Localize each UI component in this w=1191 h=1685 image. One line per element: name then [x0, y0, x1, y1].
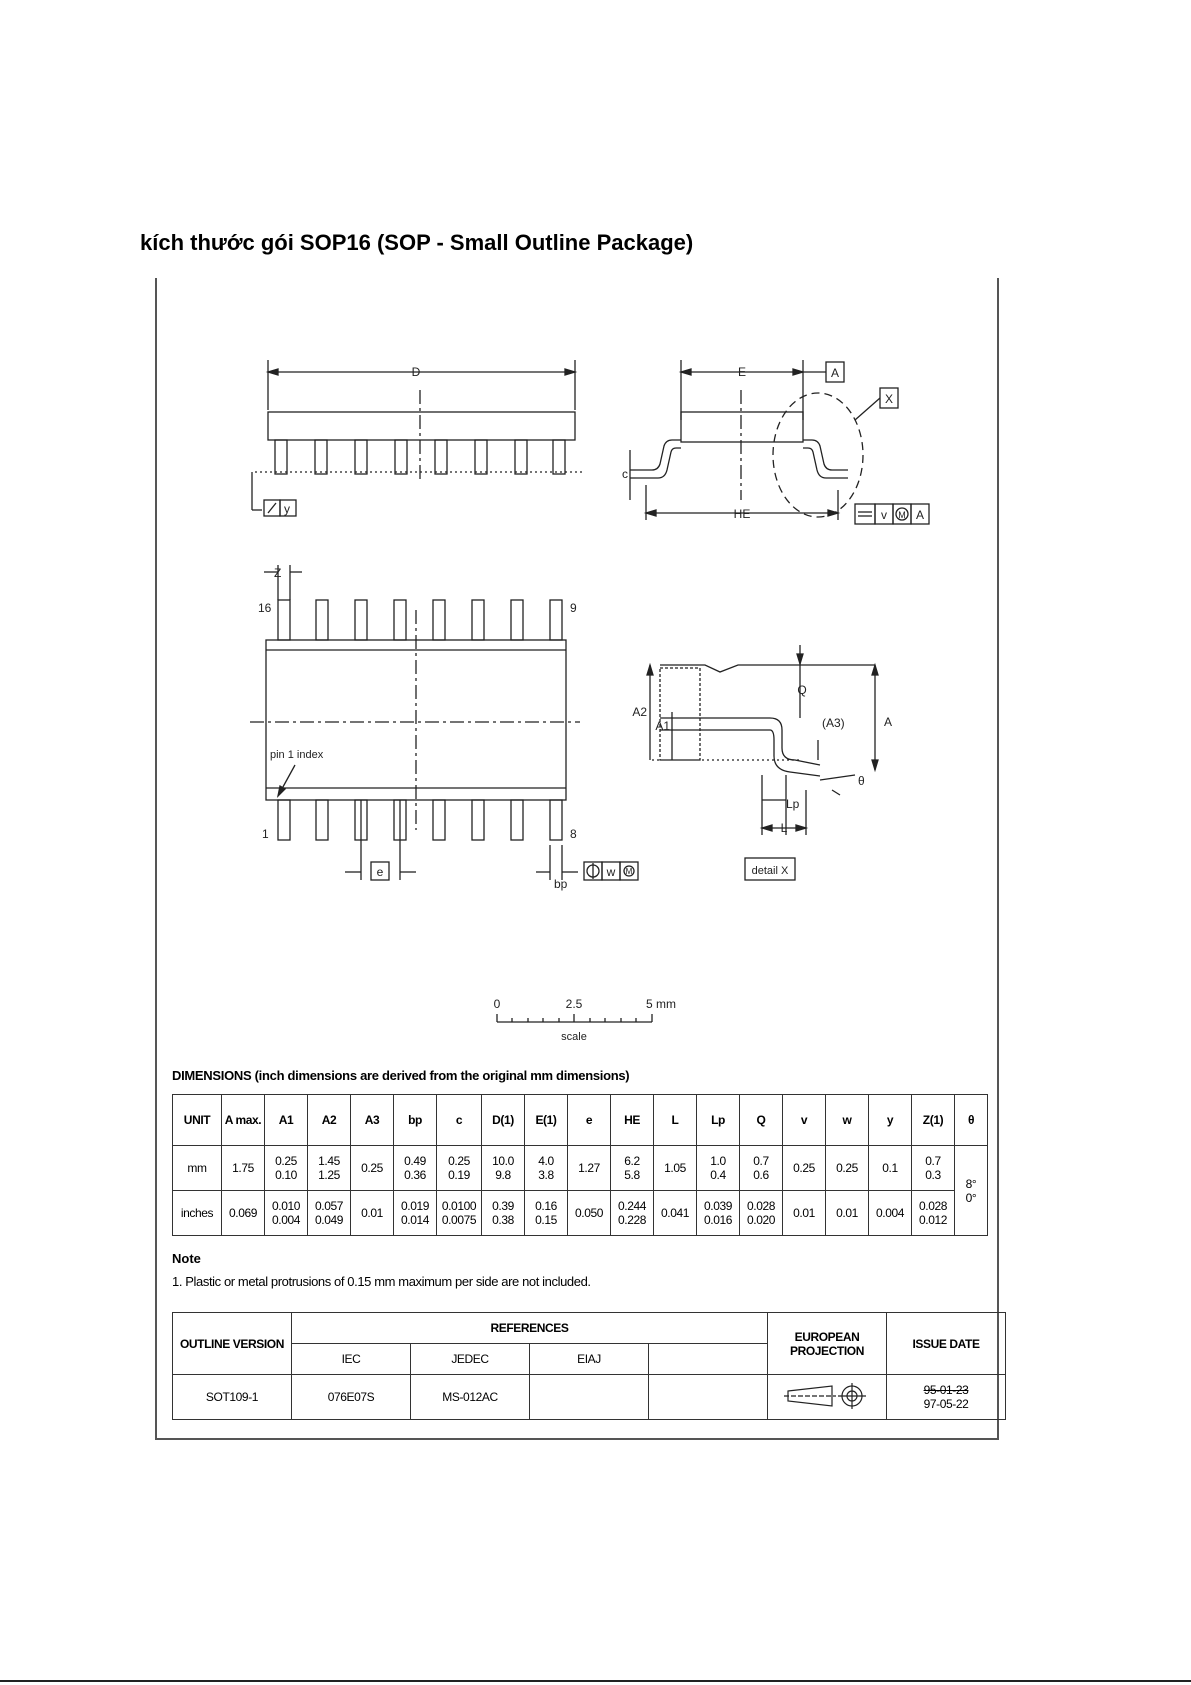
label-detail-x: detail X: [751, 865, 789, 877]
label-A1: A1: [655, 719, 670, 733]
hdr-theta: θ: [955, 1095, 988, 1146]
label-e: e: [376, 865, 384, 879]
hdr-e-pitch: e: [568, 1095, 611, 1146]
label-theta: θ: [858, 774, 865, 788]
label-v: v: [881, 508, 887, 522]
hdr-a2: A2: [308, 1095, 351, 1146]
in-d: 0.39 0.38: [482, 1191, 525, 1236]
mm-l: 1.05: [654, 1146, 697, 1191]
mm-e-body: 4.0 3.8: [525, 1146, 568, 1191]
label-A2: A2: [632, 705, 647, 719]
scale-5mm: 5 mm: [646, 997, 676, 1011]
label-w: w: [606, 865, 616, 879]
label-E: E: [737, 365, 747, 379]
theta-cell: 8° 0°: [955, 1146, 988, 1236]
scale-label: scale: [561, 1031, 587, 1043]
mm-w: 0.25: [826, 1146, 869, 1191]
mm-bp: 0.49 0.36: [394, 1146, 437, 1191]
mm-he: 6.2 5.8: [611, 1146, 654, 1191]
label-Q: Q: [797, 683, 807, 697]
mm-d: 10.0 9.8: [482, 1146, 525, 1191]
issue-date: 97-05-22: [923, 1397, 969, 1411]
label-datum-A: A: [830, 366, 840, 380]
hdr-e-body: E(1): [525, 1095, 568, 1146]
label-D: D: [411, 365, 421, 379]
hdr-a1: A1: [265, 1095, 308, 1146]
in-z: 0.028 0.012: [912, 1191, 955, 1236]
dims-row-inches: [173, 1191, 988, 1236]
label-pin16: 16: [258, 601, 272, 615]
issue-date-old: 95-01-23: [923, 1383, 969, 1397]
projection-label: EUROPEAN PROJECTION: [768, 1313, 887, 1375]
references-label: REFERENCES: [292, 1313, 768, 1344]
label-A3: (A3): [822, 716, 845, 730]
label-HE: HE: [733, 507, 751, 521]
in-bp: 0.019 0.014: [394, 1191, 437, 1236]
note-heading: Note: [172, 1251, 201, 1266]
hdr-bp: bp: [394, 1095, 437, 1146]
hdr-c: c: [437, 1095, 482, 1146]
hdr-y: y: [869, 1095, 912, 1146]
in-w: 0.01: [826, 1191, 869, 1236]
hdr-v: v: [783, 1095, 826, 1146]
issue-date-label: ISSUE DATE: [887, 1313, 1006, 1375]
in-a3: 0.01: [351, 1191, 394, 1236]
in-q: 0.028 0.020: [740, 1191, 783, 1236]
plan-view: [250, 565, 638, 880]
label-pin1-index: pin 1 index: [270, 749, 324, 761]
dimensions-table: [172, 1094, 988, 1236]
label-A: A: [884, 715, 893, 729]
mm-z: 0.7 0.3: [912, 1146, 955, 1191]
mm-a: 1.75: [222, 1146, 265, 1191]
outline-version-label: OUTLINE VERSION: [173, 1313, 292, 1375]
label-pin1: 1: [262, 827, 269, 841]
label-pin8: 8: [570, 827, 577, 841]
jedec-value: MS-012AC: [411, 1375, 530, 1420]
eiaj-label: EIAJ: [530, 1344, 649, 1375]
label-pin9: 9: [570, 601, 577, 615]
hdr-w: w: [826, 1095, 869, 1146]
label-Z: Z: [274, 566, 282, 580]
outline-version: SOT109-1: [173, 1375, 292, 1420]
issue-date-cell: [887, 1375, 1006, 1420]
references-table: [172, 1312, 1006, 1420]
mm-a1: 0.25 0.10: [265, 1146, 308, 1191]
jedec-label: JEDEC: [411, 1344, 530, 1375]
in-e-pitch: 0.050: [568, 1191, 611, 1236]
plan-view-lower-leads: [278, 800, 562, 840]
scale-2-5: 2.5: [565, 997, 583, 1011]
mm-a3: 0.25: [351, 1146, 394, 1191]
mm-c: 0.25 0.19: [437, 1146, 482, 1191]
hdr-q: Q: [740, 1095, 783, 1146]
label-M1: M: [898, 510, 906, 520]
hdr-a3: A3: [351, 1095, 394, 1146]
mm-lp: 1.0 0.4: [697, 1146, 740, 1191]
hdr-z: Z(1): [912, 1095, 955, 1146]
in-a2: 0.057 0.049: [308, 1191, 351, 1236]
iec-value: 076E07S: [292, 1375, 411, 1420]
hdr-l: L: [654, 1095, 697, 1146]
in-l: 0.041: [654, 1191, 697, 1236]
eiaj-value: [530, 1375, 649, 1420]
bottom-rule: [0, 1680, 1191, 1682]
in-v: 0.01: [783, 1191, 826, 1236]
iec-label: IEC: [292, 1344, 411, 1375]
label-M2: M: [625, 867, 633, 876]
in-a: 0.069: [222, 1191, 265, 1236]
label-c: c: [622, 467, 628, 481]
projection-symbol: [768, 1375, 887, 1420]
hdr-he: HE: [611, 1095, 654, 1146]
label-Lp: Lp: [786, 797, 800, 811]
in-he: 0.244 0.228: [611, 1191, 654, 1236]
hdr-unit: UNIT: [173, 1095, 222, 1146]
label-L: L: [780, 821, 788, 835]
ref-blank: [649, 1344, 768, 1375]
label-y: y: [284, 502, 290, 516]
label-bp: bp: [554, 877, 568, 891]
in-unit: inches: [173, 1191, 222, 1236]
plan-view-upper-leads: [278, 600, 562, 640]
mm-v: 0.25: [783, 1146, 826, 1191]
label-tol-A: A: [915, 508, 925, 522]
hdr-d: D(1): [482, 1095, 525, 1146]
mm-q: 0.7 0.6: [740, 1146, 783, 1191]
dims-header-row: [173, 1095, 988, 1146]
mm-e-pitch: 1.27: [568, 1146, 611, 1191]
hdr-lp: Lp: [697, 1095, 740, 1146]
dimensions-caption: DIMENSIONS (inch dimensions are derived from the original mm dimensions): [172, 1068, 630, 1083]
mm-a2: 1.45 1.25: [308, 1146, 351, 1191]
in-c: 0.0100 0.0075: [437, 1191, 482, 1236]
in-a1: 0.010 0.004: [265, 1191, 308, 1236]
detail-x-view: [647, 645, 878, 880]
top-view: [252, 360, 585, 516]
page-title: kích thước gói SOP16 (SOP - Small Outline Package): [140, 230, 694, 255]
side-view: [630, 360, 929, 524]
scale-0: 0: [493, 997, 501, 1011]
in-y: 0.004: [869, 1191, 912, 1236]
note-text: 1. Plastic or metal protrusions of 0.15 mm maximum per side are not included.: [172, 1274, 591, 1289]
hdr-a: A max.: [222, 1095, 265, 1146]
in-e-body: 0.16 0.15: [525, 1191, 568, 1236]
dims-row-mm: [173, 1146, 988, 1191]
scale-bar: [497, 1014, 652, 1022]
ref-blank-2: [649, 1375, 768, 1420]
in-lp: 0.039 0.016: [697, 1191, 740, 1236]
label-X: X: [884, 392, 894, 406]
mm-y: 0.1: [869, 1146, 912, 1191]
projection-symbol-icon: [782, 1382, 872, 1410]
mm-unit: mm: [173, 1146, 222, 1191]
